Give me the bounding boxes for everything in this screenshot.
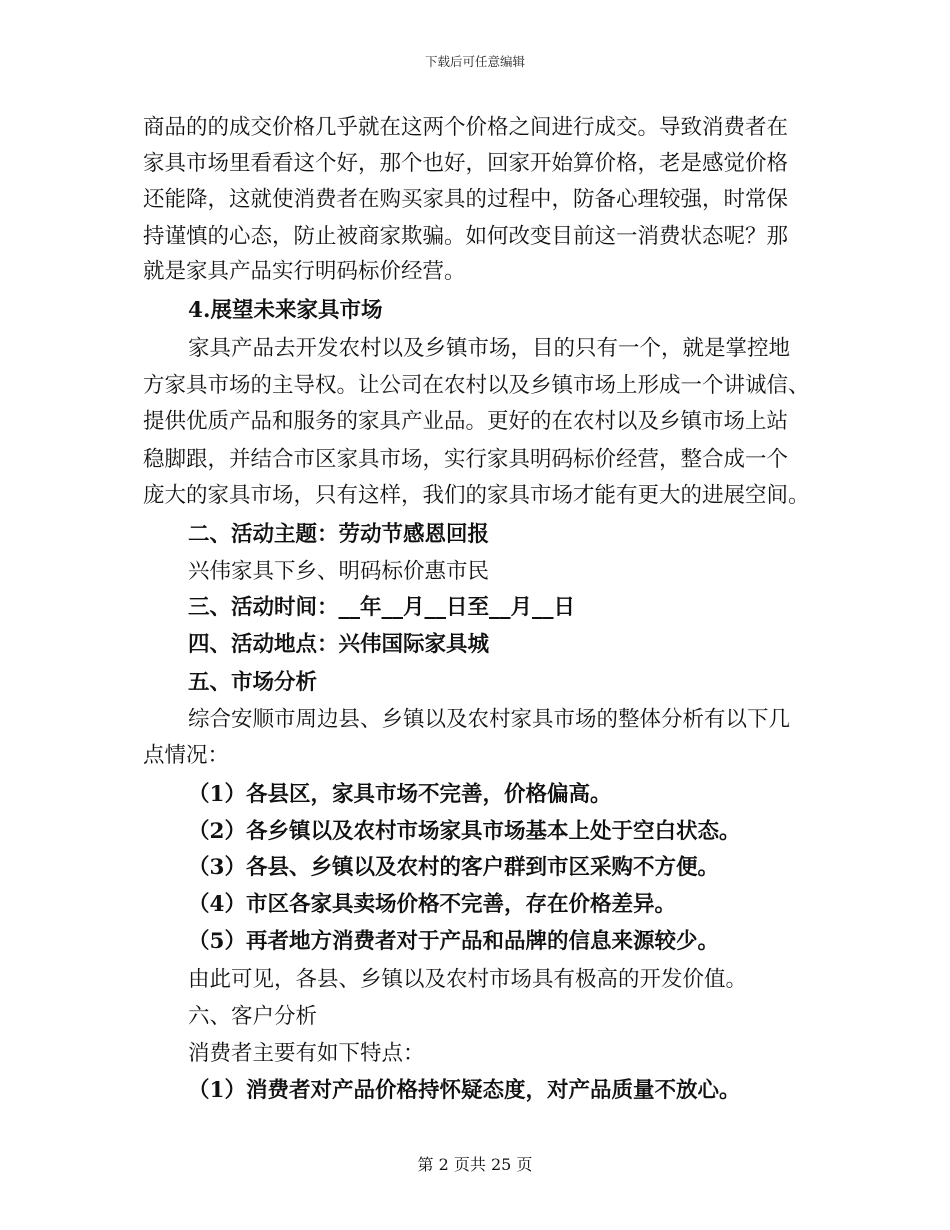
paragraph-line: 提供优质产品和服务的家具产业品。更好的在农村以及乡镇市场上站 (143, 409, 789, 434)
section-heading-activity-location: 四、活动地点：兴伟国际家具城 (188, 632, 490, 657)
paragraph-line: 商品的的成交价格几乎就在这两个价格之间进行成交。导致消费者在 (143, 115, 789, 140)
list-item: （1）各县区，家具市场不完善，价格偏高。 (188, 782, 612, 807)
customer-intro: 消费者主要有如下特点： (188, 1041, 425, 1066)
activity-theme-text: 兴伟家具下乡、明码标价惠市民 (188, 559, 490, 584)
section-heading-future-market: 4.展望未来家具市场 (188, 298, 383, 323)
section-heading-customer-analysis: 六、客户分析 (188, 1004, 318, 1029)
paragraph-line: 就是家具产品实行明码标价经营。 (143, 259, 466, 284)
page-number: 第 2 页共 25 页 (417, 1155, 533, 1174)
paragraph-line: 家具产品去开发农村以及乡镇市场，目的只有一个，就是掌控地 (188, 336, 791, 361)
section-heading-activity-theme: 二、活动主题：劳动节感恩回报 (188, 522, 490, 547)
market-conclusion: 由此可见，各县、乡镇以及农村市场具有极高的开发价值。 (188, 967, 748, 992)
paragraph-line: 综合安顺市周边县、乡镇以及农村家具市场的整体分析有以下几 (188, 707, 791, 732)
list-item: （3）各县、乡镇以及农村的客户群到市区采购不方便。 (188, 855, 719, 880)
list-item: （4）市区各家具卖场价格不完善，存在价格差异。 (188, 892, 676, 917)
section-heading-activity-time: 三、活动时间：__年__月__日至__月__日 (188, 595, 576, 620)
list-item: （2）各乡镇以及农村市场家具市场基本上处于空白状态。 (188, 819, 741, 844)
paragraph-line: 稳脚跟，并结合市区家具市场，实行家具明码标价经营，整合成一个 (143, 447, 789, 472)
paragraph-line: 还能降，这就使消费者在购买家具的过程中，防备心理较强，时常保 (143, 187, 789, 212)
section-heading-market-analysis: 五、市场分析 (188, 670, 318, 695)
paragraph-line: 持谨慎的心态，防止被商家欺骗。如何改变目前这一消费状态呢？那 (143, 224, 789, 249)
paragraph-line: 点情况： (143, 743, 230, 768)
paragraph-line: 家具市场里看看这个好，那个也好，回家开始算价格，老是感觉价格 (143, 151, 789, 176)
list-item: （5）再者地方消费者对于产品和品牌的信息来源较少。 (188, 929, 719, 954)
list-item: （1）消费者对产品价格持怀疑态度，对产品质量不放心。 (188, 1078, 741, 1103)
paragraph-line: 方家具市场的主导权。让公司在农村以及乡镇市场上形成一个讲诚信、 (143, 373, 810, 398)
header-note: 下载后可任意编辑 (424, 54, 525, 69)
paragraph-line: 庞大的家具市场，只有这样，我们的家具市场才能有更大的进展空间。 (143, 483, 810, 508)
